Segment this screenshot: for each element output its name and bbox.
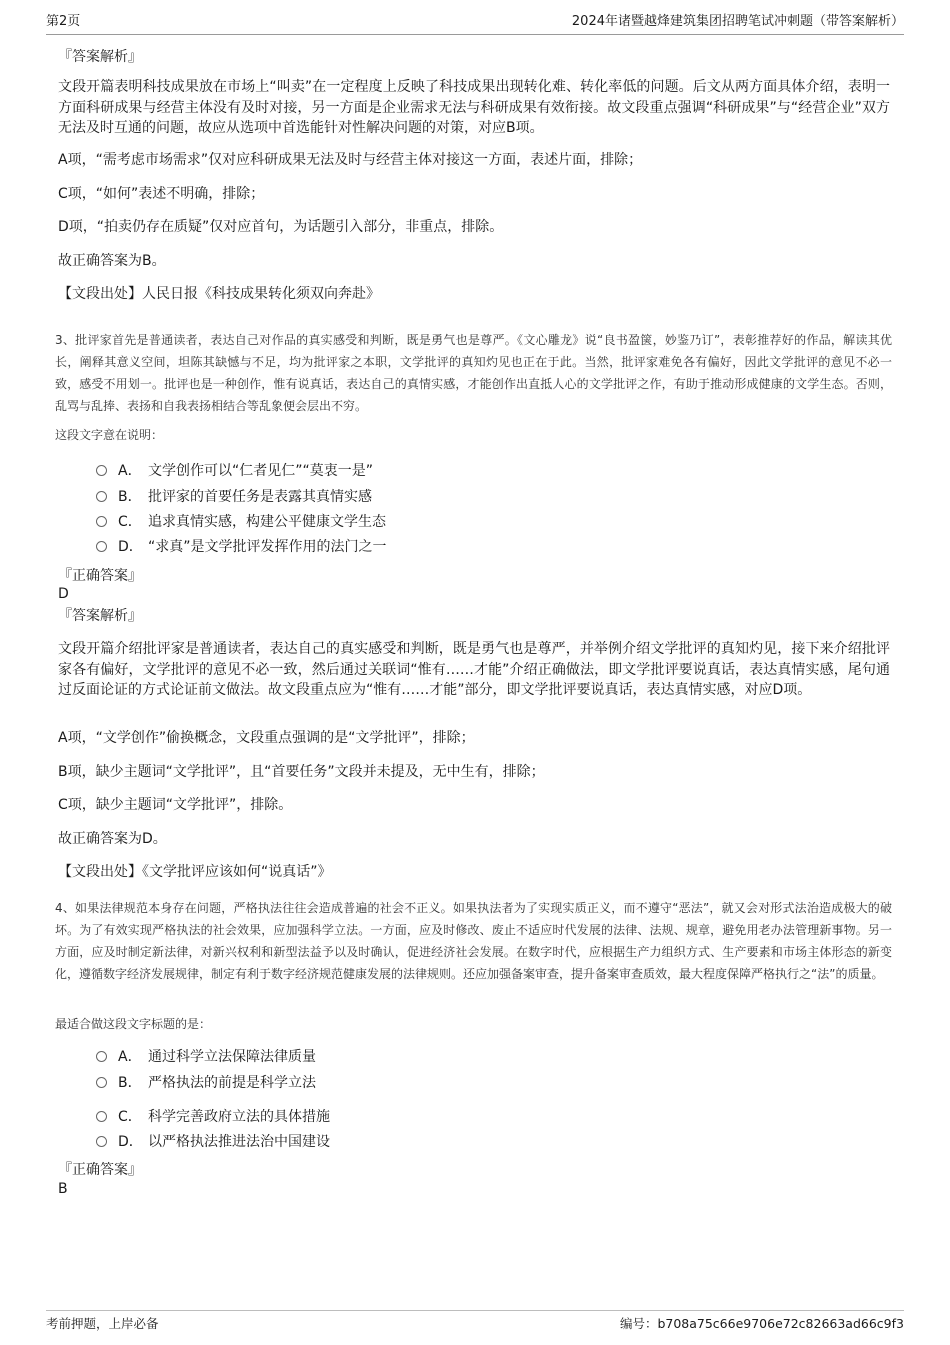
option-letter: D． <box>118 1134 143 1150</box>
option-text: 严格执法的前提是科学立法 <box>148 1075 316 1091</box>
correct-answer-label: 『正确答案』 <box>58 1162 142 1178</box>
page-number: 第2页 <box>46 14 81 29</box>
analysis-text: 文段开篇介绍批评家是普通读者，表达自己的真实感受和判断，既是勇气也是尊严，并举例介绍文学批评的真知灼见，接下来介绍批评家各有偏好，文学批评的意见不必一致，然后通过关联词“惟有……才能”介绍正确做法，即文学批评要说真话，表达真情实感，尾句通过反面论证的方式论证前文做法。故文段重点应为“惟有……才能”部分，即文学批评要说真话，表达真情实感，对应D项。 <box>58 641 890 698</box>
option-text: 以严格执法推进法治中国建设 <box>148 1134 330 1150</box>
option-text: 文学创作可以“仁者见仁”“莫衷一是” <box>148 463 374 479</box>
radio-icon[interactable] <box>96 516 107 527</box>
option-b[interactable] <box>96 1073 316 1093</box>
analysis-line-c: C项，缺少主题词“文学批评”，排除。 <box>58 797 293 813</box>
question-stem: 3、批评家首先是普通读者，表达自己对作品的真实感受和判断，既是勇气也是尊严。《文心雕龙》说“良书盈箧，妙鉴乃订”，表彰推荐好的作品，解读其优长，阐释其意义空间，坦陈其缺憾与不足，均为批评家之本职，文学批评的真知灼见也正在于此。当然，批评家难免各有偏好，因此文学批评的意见不必一致，感受不用划一。批评也是一种创作，惟有说真话，表达自己的真情实感，才能创作出直抵人心的文学批评之作，有助于推动形成健康的文学生态。否则，乱骂与乱捧、表扬和自我表扬相结合等乱象便会层出不穷。 <box>55 333 892 413</box>
option-b[interactable] <box>96 487 372 507</box>
analysis-text: 文段开篇表明科技成果放在市场上“叫卖”在一定程度上反映了科技成果出现转化难、转化率低的问题。后文从两方面具体介绍，表明一方面科研成果与经营主体没有及时对接，另一方面是企业需求无法与科研成果有效衔接。故文段重点强调“科研成果”与“经营企业”双方无法及时互通的问题，故应从选项中首选能针对性解决问题的对策，对应B项。 <box>58 79 890 136</box>
correct-answer-label: 『正确答案』 <box>58 568 142 584</box>
question-prompt: 最适合做这段文字标题的是： <box>55 1017 212 1031</box>
option-d[interactable] <box>96 537 387 557</box>
radio-icon[interactable] <box>96 1136 107 1147</box>
option-letter: D． <box>118 539 143 555</box>
option-letter: B． <box>118 1075 142 1091</box>
option-letter: C． <box>118 1109 142 1125</box>
correct-answer: D <box>58 586 69 602</box>
footer-slogan: 考前押题，上岸必备 <box>46 1316 159 1331</box>
radio-icon[interactable] <box>96 1111 107 1122</box>
document-title: 2024年诸暨越烽建筑集团招聘笔试冲刺题（带答案解析） <box>571 14 904 29</box>
document-code: 编号：b708a75c66e9706e72c82663ad66c9f3 <box>619 1316 904 1331</box>
radio-icon[interactable] <box>96 1077 107 1088</box>
analysis-line-a: A项，“需考虑市场需求”仅对应科研成果无法及时与经营主体对接这一方面，表述片面，排除； <box>58 152 643 168</box>
option-c[interactable] <box>96 1107 330 1127</box>
option-c[interactable] <box>96 512 386 532</box>
radio-icon[interactable] <box>96 1051 107 1062</box>
analysis-line-b: B项，缺少主题词“文学批评”，且“首要任务”文段并未提及，无中生有，排除； <box>58 764 545 780</box>
analysis-line-c: C项，“如何”表述不明确，排除； <box>58 186 265 202</box>
option-a[interactable] <box>96 461 373 481</box>
option-d[interactable] <box>96 1132 330 1152</box>
option-text: 追求真情实感，构建公平健康文学生态 <box>148 514 386 530</box>
radio-icon[interactable] <box>96 491 107 502</box>
analysis-label: 『答案解析』 <box>58 49 142 65</box>
option-letter: A． <box>118 463 142 479</box>
option-text: 批评家的首要任务是表露其真情实感 <box>148 489 372 505</box>
page-footer <box>46 1310 904 1337</box>
analysis-label: 『答案解析』 <box>58 608 142 624</box>
option-text: 科学完善政府立法的具体措施 <box>148 1109 330 1125</box>
radio-icon[interactable] <box>96 541 107 552</box>
option-text: “求真”是文学批评发挥作用的法门之一 <box>148 539 387 555</box>
analysis-conclusion: 故正确答案为D。 <box>58 831 167 847</box>
option-letter: A． <box>118 1049 142 1065</box>
page-header <box>46 12 904 35</box>
option-letter: C． <box>118 514 142 530</box>
option-a[interactable] <box>96 1047 316 1067</box>
option-text: 通过科学立法保障法律质量 <box>148 1049 316 1065</box>
analysis-conclusion: 故正确答案为B。 <box>58 253 166 269</box>
radio-icon[interactable] <box>96 465 107 476</box>
analysis-line-d: D项，“拍卖仍存在质疑”仅对应首句，为话题引入部分，非重点，排除。 <box>58 219 504 235</box>
question-stem: 4、如果法律规范本身存在问题，严格执法往往会造成普遍的社会不正义。如果执法者为了实现实质正义，而不遵守“恶法”，就又会对形式法治造成极大的破坏。为了有效实现严格执法的社会效果，应加强科学立法。一方面，应及时修改、废止不适应时代发展的法律、法规、规章，避免用老办法管理新事物。另一方面，应及时制定新法律，对新兴权利和新型法益予以及时确认，促进经济社会发展。在数字时代，应根据生产力组织方式、生产要素和市场主体形态的新变化，遵循数字经济发展规律，制定有利于数字经济规范健康发展的法律规则。还应加强备案审查，提升备案审查质效，最大程度保障严格执行之“法”的质量。 <box>55 901 892 981</box>
passage-source: 【文段出处】《文学批评应该如何“说真话”》 <box>58 864 332 880</box>
analysis-line-a: A项，“文学创作”偷换概念，文段重点强调的是“文学批评”，排除； <box>58 730 475 746</box>
question-prompt: 这段文字意在说明： <box>55 428 164 442</box>
option-letter: B． <box>118 489 142 505</box>
correct-answer: B <box>58 1181 68 1197</box>
passage-source: 【文段出处】人民日报《科技成果转化须双向奔赴》 <box>58 286 380 302</box>
